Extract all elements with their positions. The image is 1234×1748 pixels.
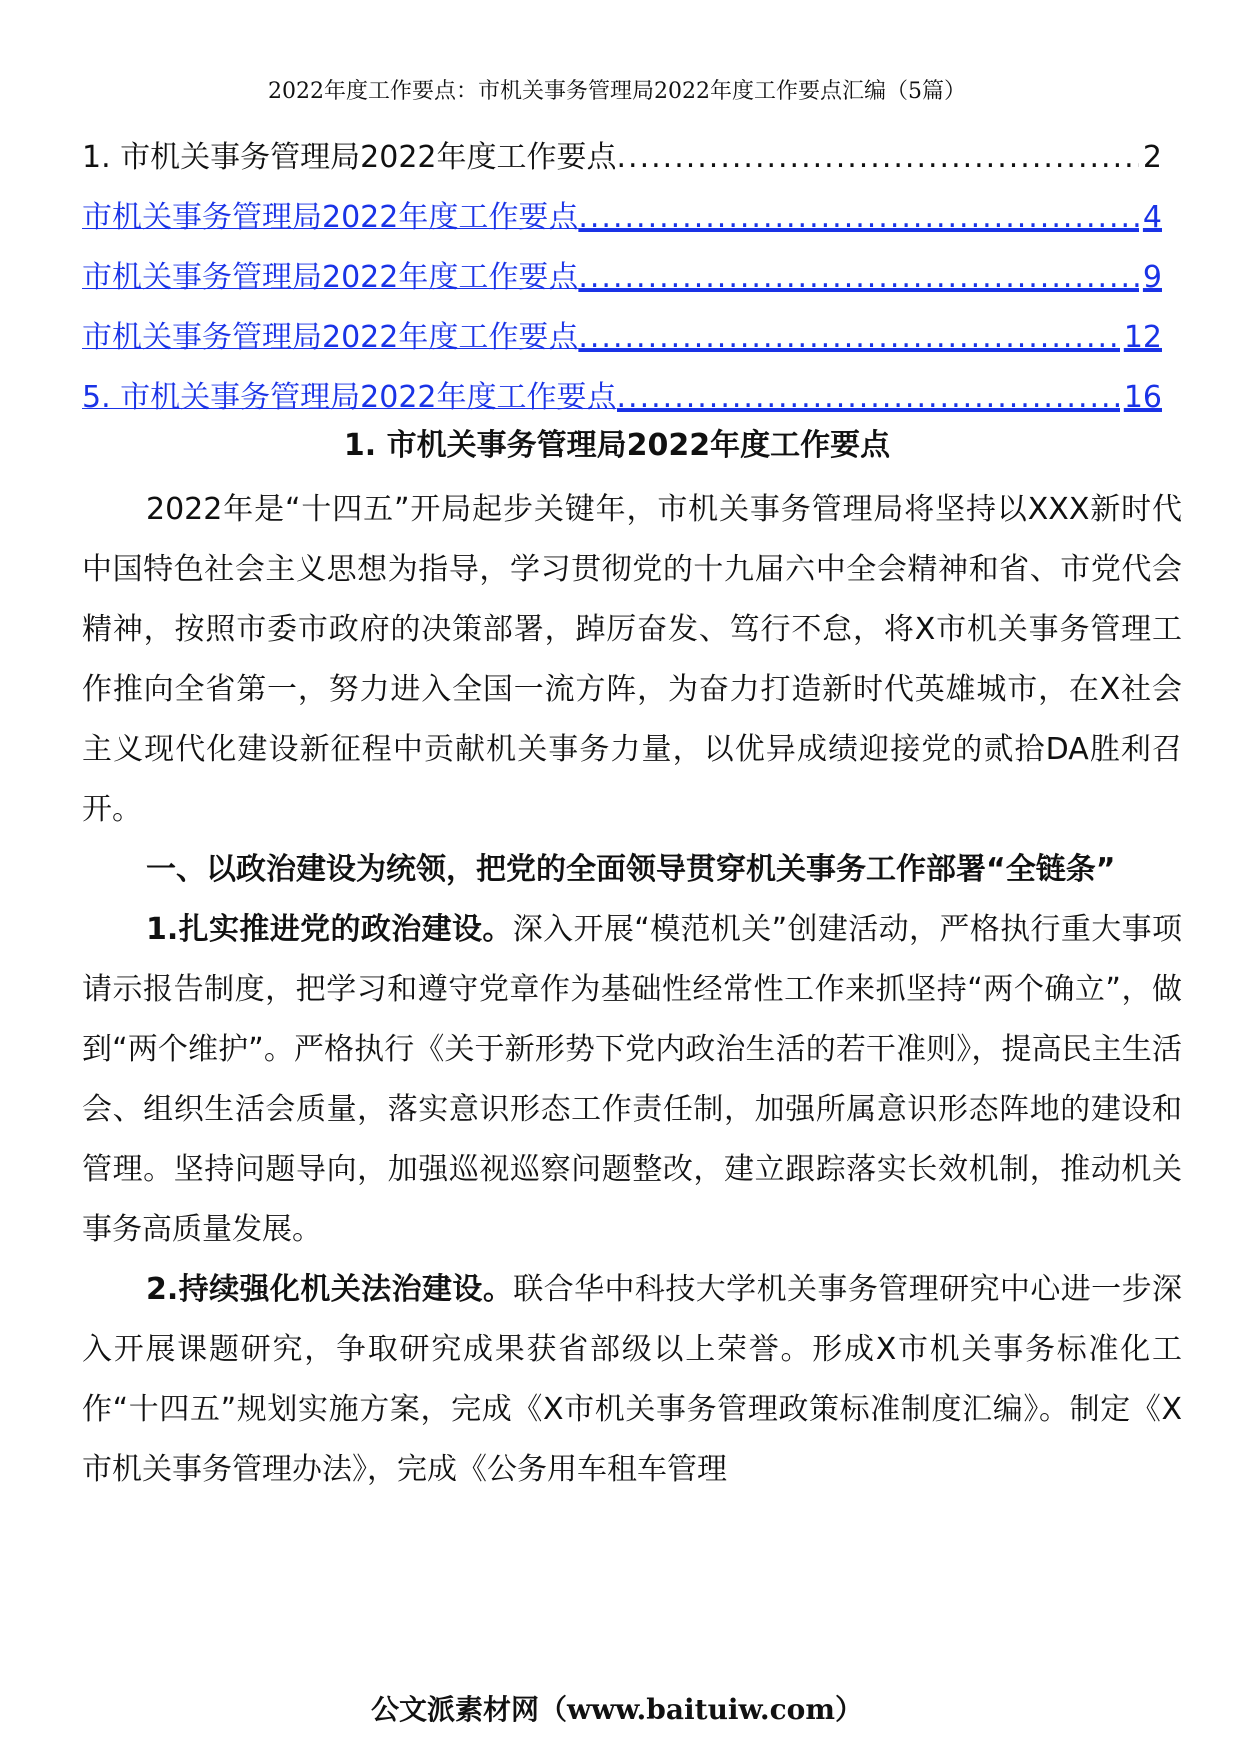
section-title: 1. 市机关事务管理局2022年度工作要点 <box>343 428 891 463</box>
toc-entry-title: 1. 市机关事务管理局2022年度工作要点 <box>82 140 617 175</box>
paragraph-lead: 1.扎实推进党的政治建设。 <box>146 912 513 947</box>
paragraph-1 <box>82 900 1182 1260</box>
toc-entry-title: 市机关事务管理局2022年度工作要点 <box>82 200 579 235</box>
toc-leader-dots <box>578 308 1119 368</box>
document-body <box>82 480 1182 1500</box>
table-of-contents <box>82 128 1162 428</box>
page-footer: 公文派素材网（www.baituiw.com） <box>371 1693 863 1726</box>
toc-entry-1[interactable] <box>82 128 1162 188</box>
toc-entry-5-link[interactable] <box>82 368 1162 428</box>
page-header: 2022年度工作要点：市机关事务管理局2022年度工作要点汇编（5篇） <box>268 79 966 104</box>
paragraph-text: 深入开展“模范机关”创建活动，严格执行重大事项请示报告制度，把学习和遵守党章作为基础性经常性工作来抓坚持“两个确立”，做到“两个维护”。严格执行《关于新形势下党内政治生活的若干准则》，提高民主生活会、组织生活会质量，落实意识形态工作责任制，加强所属意识形态阵地的建设和管理。坚持问题导向，加强巡视巡察问题整改，建立跟踪落实长效机制，推动机关事务高质量发展。 <box>82 912 1182 1247</box>
toc-leader-dots <box>617 128 1139 188</box>
toc-entry-title: 市机关事务管理局2022年度工作要点 <box>82 260 579 295</box>
toc-entry-page: 12 <box>1123 320 1162 355</box>
toc-entry-page: 9 <box>1142 260 1162 295</box>
paragraph-2 <box>82 1260 1182 1500</box>
paragraph-text: 联合华中科技大学机关事务管理研究中心进一步深入开展课题研究，争取研究成果获省部级以上荣誉。形成X市机关事务标准化工作“十四五”规划实施方案，完成《X市机关事务管理政策标准制度汇编》。制定《X市机关事务管理办法》，完成《公务用车租车管理 <box>82 1272 1182 1487</box>
toc-entry-title: 5. 市机关事务管理局2022年度工作要点 <box>82 380 617 415</box>
toc-entry-4-link[interactable] <box>82 308 1162 368</box>
toc-entry-2-link[interactable] <box>82 188 1162 248</box>
toc-leader-dots <box>578 248 1139 308</box>
paragraph-lead: 2.持续强化机关法治建设。 <box>146 1272 514 1307</box>
heading-level-1: 一、以政治建设为统领，把党的全面领导贯穿机关事务工作部署“全链条” <box>146 852 1116 887</box>
toc-entry-3-link[interactable] <box>82 248 1162 308</box>
toc-entry-page: 16 <box>1123 380 1162 415</box>
toc-entry-page: 2 <box>1142 140 1162 175</box>
toc-entry-title: 市机关事务管理局2022年度工作要点 <box>82 320 579 355</box>
intro-paragraph: 2022年是“十四五”开局起步关键年，市机关事务管理局将坚持以XXX新时代中国特色社会主义思想为指导，学习贯彻党的十九届六中全会精神和省、市党代会精神，按照市委市政府的决策部署，踔厉奋发、笃行不怠，将X市机关事务管理工作推向全省第一，努力进入全国一流方阵，为奋力打造新时代英雄城市，在X社会主义现代化建设新征程中贡献机关事务力量，以优异成绩迎接党的贰拾DA胜利召开。 <box>82 492 1182 827</box>
toc-leader-dots <box>617 368 1120 428</box>
toc-leader-dots <box>578 188 1139 248</box>
toc-entry-page: 4 <box>1142 200 1162 235</box>
